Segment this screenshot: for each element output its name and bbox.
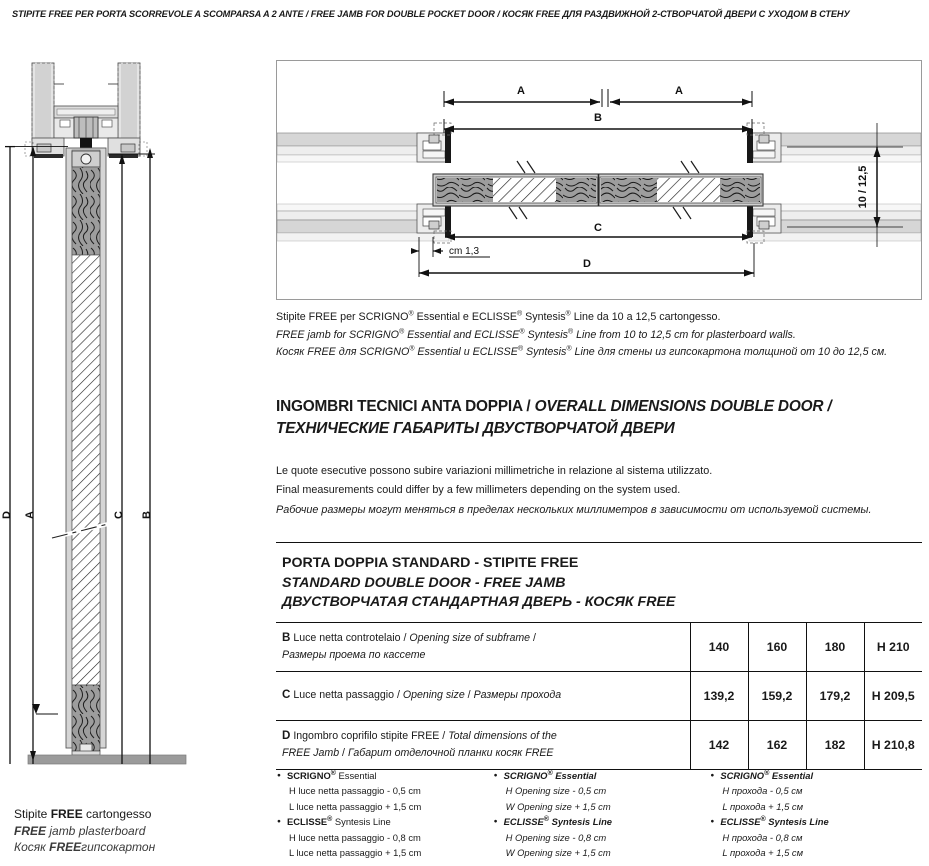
footnote-ru-line3: H прохода - 0,8 см	[722, 831, 803, 843]
footnote-en-scrigno: ● SCRIGNO® Essential	[493, 768, 710, 783]
footnote-en-line3: H Opening size - 0,8 cm	[505, 831, 607, 843]
row-label-b: B Luce netta controtelaio / Opening size of subframe / Размеры проема по кассете	[276, 622, 690, 671]
cell-c-1592: 159,2	[748, 671, 806, 720]
dim-d-label: D	[583, 258, 591, 270]
page-title: STIPITE FREE PER PORTA SCORREVOLE A SCOMPARSA A 2 ANTE / FREE JAMB FOR DOUBLE POCKET DOOR / КОСЯК FREE ДЛЯ РАЗДВИЖНОЙ 2-СТВОРЧАТОЙ ДВЕРИ С УХОДОМ В СТЕНУ	[12, 9, 850, 19]
dim-cm-label: cm 1,3	[449, 246, 480, 257]
cell-d-182: 182	[806, 720, 864, 769]
main-technical-figure	[276, 60, 922, 300]
left-section-drawing	[0, 38, 200, 778]
dimensions-table	[276, 622, 922, 770]
footnote-ru-line2: L прохода + 1,5 см	[722, 800, 804, 812]
left-dim-label-b: B	[141, 511, 153, 519]
cell-b-140: 140	[690, 622, 748, 671]
cell-c-1392: 139,2	[690, 671, 748, 720]
left-figure-caption	[14, 806, 214, 856]
footnote-ru-eclisse: ● ECLISSE® Syntesis Line	[709, 814, 926, 829]
cell-d-162: 162	[748, 720, 806, 769]
dim-c-label: C	[594, 222, 602, 234]
cell-d-142: 142	[690, 720, 748, 769]
section-heading-line1: INGOMBRI TECNICI ANTA DOPPIA / OVERALL DIMENSIONS DOUBLE DOOR /	[276, 397, 832, 415]
footnotes	[276, 768, 926, 860]
footnote-ru-line4: L прохода + 1,5 см	[722, 847, 804, 859]
figure-caption-ru: Косяк FREE для SCRIGNO® Essential и ECLISSE® Syntesis® Line для стены из гипсокартона толщиной от 10 до 12,5 см.	[276, 345, 888, 358]
dim-a-right-label: A	[675, 85, 683, 97]
cell-b-h210: H 210	[864, 622, 922, 671]
footnote-it-line1: H luce netta passaggio - 0,5 cm	[289, 785, 421, 797]
cell-b-160: 160	[748, 622, 806, 671]
footnote-en-line4: W Opening size + 1,5 cm	[505, 847, 611, 859]
footnote-it-eclisse: ● ECLISSE® Syntesis Line	[276, 814, 493, 829]
footnote-it-line2: L luce netta passaggio + 1,5 cm	[289, 800, 422, 812]
table-row	[276, 671, 922, 720]
cell-d-h2108: H 210,8	[864, 720, 922, 769]
footnote-it-line4: L luce netta passaggio + 1,5 cm	[289, 847, 422, 859]
dim-b-label: B	[594, 112, 602, 124]
left-dim-label-a: A	[24, 511, 36, 519]
table-heading-it: PORTA DOPPIA STANDARD - STIPITE FREE	[282, 555, 579, 571]
footnote-it-scrigno: ● SCRIGNO® Essential	[276, 768, 493, 783]
notes-block	[276, 462, 922, 521]
note-en: Final measurements could differ by a few millimeters depending on the system used.	[276, 484, 681, 496]
cell-c-1792: 179,2	[806, 671, 864, 720]
footnote-en-line2: W Opening size + 1,5 cm	[505, 800, 611, 812]
figure-caption-block	[276, 309, 922, 362]
footnote-ru-line1: H прохода - 0,5 см	[722, 785, 803, 797]
left-caption-it: Stipite FREE cartongesso	[14, 807, 152, 821]
section-heading	[276, 396, 922, 440]
dimensions-table-heading	[276, 542, 922, 622]
table-row	[276, 720, 922, 769]
dimensions-table-wrap	[276, 542, 922, 770]
note-ru: Рабочие размеры могут меняться в пределах нескольких миллиметров в зависимости от используемой системы.	[276, 503, 872, 516]
footnote-column-it	[276, 768, 493, 860]
footnote-column-ru	[709, 768, 926, 860]
cell-c-h2095: H 209,5	[864, 671, 922, 720]
left-caption-ru: Косяк FREEгипсокартон	[14, 840, 156, 854]
footnote-ru-scrigno: ● SCRIGNO® Essential	[709, 768, 926, 783]
footnote-it-line3: H luce netta passaggio - 0,8 cm	[289, 831, 421, 843]
footnote-en-line1: H Opening size - 0,5 cm	[505, 785, 607, 797]
dim-thickness-label: 10 / 12,5	[857, 165, 869, 209]
table-heading-en: STANDARD DOUBLE DOOR - FREE JAMB	[282, 574, 566, 591]
table-heading-ru: ДВУСТВОРЧАТАЯ СТАНДАРТНАЯ ДВЕРЬ - КОСЯК FREE	[282, 594, 676, 610]
dim-a-left-label: A	[517, 85, 525, 97]
cell-b-180: 180	[806, 622, 864, 671]
footnote-column-en	[493, 768, 710, 860]
row-label-d: D Ingombro coprifilo stipite FREE / Total dimensions of the FREE Jamb / Габарит отделочной планки косяк FREE	[276, 720, 690, 769]
left-caption-en: FREE jamb plasterboard	[14, 823, 146, 838]
note-it: Le quote esecutive possono subire variazioni millimetriche in relazione al sistema utilizzato.	[276, 464, 713, 477]
section-heading-line2: ТЕХНИЧЕСКИЕ ГАБАРИТЫ ДВУСТВОРЧАТОЙ ДВЕРИ	[276, 419, 675, 437]
footnote-en-eclisse: ● ECLISSE® Syntesis Line	[493, 814, 710, 829]
left-dim-label-d: D	[1, 511, 13, 519]
left-dim-label-c: C	[113, 511, 125, 519]
figure-caption-it: Stipite FREE per SCRIGNO® Essential e ECLISSE® Syntesis® Line da 10 a 12,5 cartongesso.	[276, 310, 721, 323]
table-row	[276, 622, 922, 671]
figure-caption-en: FREE jamb for SCRIGNO® Essential and ECLISSE® Syntesis® Line from 10 to 12,5 cm for plasterboard walls.	[276, 327, 796, 341]
row-label-c: C Luce netta passaggio / Opening size / Размеры прохода	[276, 671, 690, 720]
